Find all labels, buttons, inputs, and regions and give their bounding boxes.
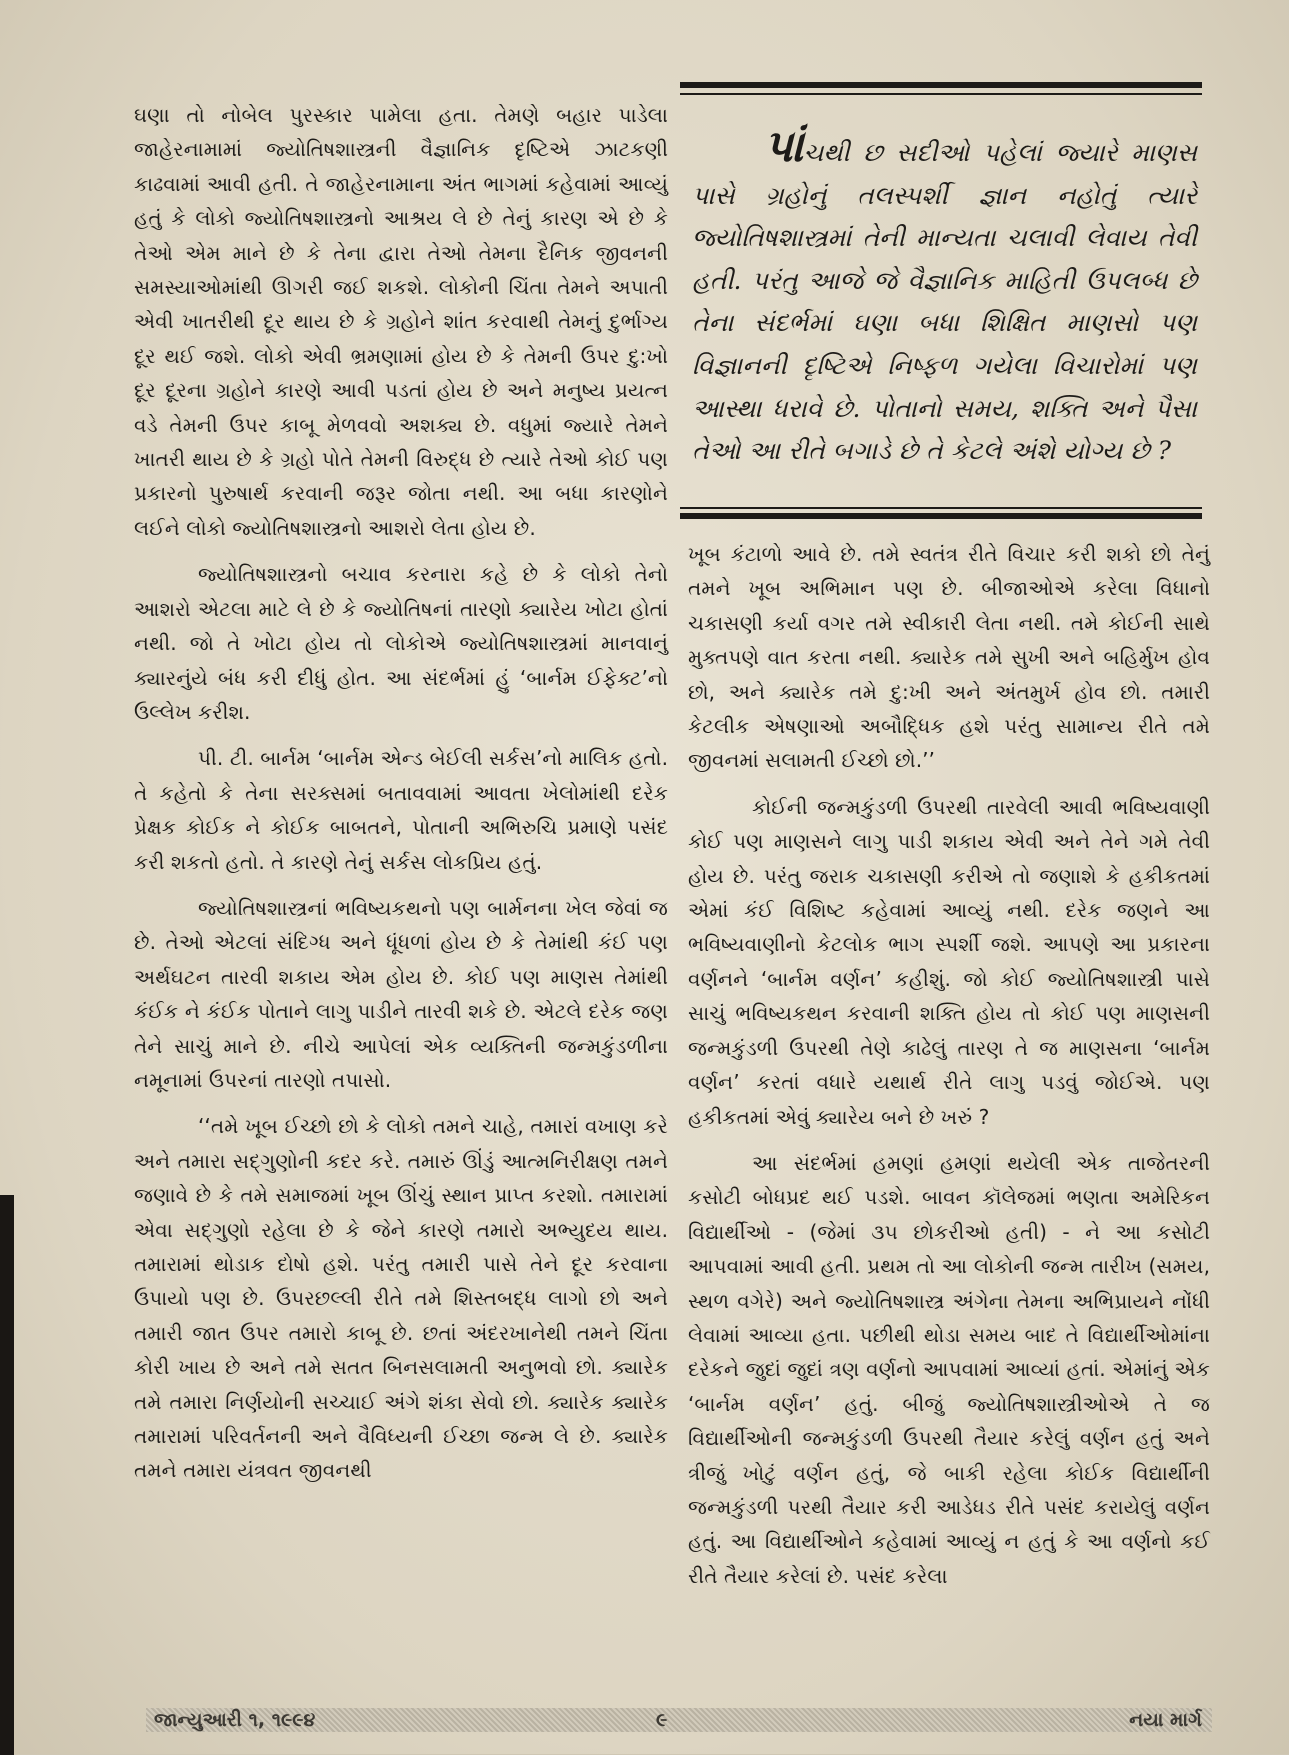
pull-quote-initial: પાં bbox=[764, 121, 804, 172]
top-rule-thin bbox=[680, 93, 1202, 95]
left-column bbox=[134, 98, 668, 1488]
bottom-rule-thin bbox=[680, 507, 1202, 509]
paragraph: જ્યોતિષશાસ્ત્રનો બચાવ કરનારા કહે છે કે લોકો તેનો આશરો એટલા માટે લે છે કે જ્યોતિષનાં તારણો ક્યારેય ખોટા હોતાં નથી. જો તે ખોટા હોય તો લોકોએ જ્યોતિષશાસ્ત્રમાં માનવાનું ક્યારનુંયે બંધ કરી દીધું હોત. આ સંદર્ભમાં હું ‘બાર્નમ ઈફેક્ટ’નો ઉલ્લેખ કરીશ. bbox=[134, 562, 668, 724]
paragraph: પી. ટી. બાર્નમ ‘બાર્નમ એન્ડ બેઈલી સર્કસ’નો માલિક હતો. તે કહેતો કે તેના સરક્સમાં બતાવવામાં આવતા ખેલોમાંથી દરેક પ્રેક્ષક કોઈક ને કોઈક બાબતને, પોતાની અભિરુચિ પ્રમાણે પસંદ કરી શકતો હતો. તે કારણે તેનું સર્કસ લોકપ્રિય હતું. bbox=[134, 746, 668, 874]
paragraph: જ્યોતિષશાસ્ત્રનાં ભવિષ્યકથનો પણ બાર્મનના ખેલ જેવાં જ છે. તેઓ એટલાં સંદિગ્ધ અને ધૂંધળાં હોય છે કે તેમાંથી કંઈ પણ અર્થઘટન તારવી શકાય એમ હોય છે. કોઈ પણ માણસ તેમાંથી કંઈક ને કંઈક પોતાને લાગુ પાડીને તારવી શકે છે. એટલે દરેક જણ તેને સાચું માને છે. નીચે આપેલાં એક વ્યક્તિની જન્મકુંડળીના નમૂનામાં ઉપરનાં તારણો તપાસો. bbox=[134, 895, 668, 1092]
page-footer bbox=[146, 1708, 1212, 1732]
magazine-name: નયા માર્ગ bbox=[1129, 1709, 1202, 1731]
top-rule-thick bbox=[680, 82, 1202, 88]
right-column bbox=[688, 537, 1210, 1593]
quote-paragraph: ‘‘તમે ખૂબ ઈચ્છો છો કે લોકો તમને ચાહે, તમારાં વખાણ કરે અને તમારા સદ્ગુણોની કદર કરે. તમારું ઊંડું આત્મનિરીક્ષણ તમને જણાવે છે કે તમે સમાજમાં ખૂબ ઊંચું સ્થાન પ્રાપ્ત કરશો. તમારામાં એવા સદ્ગુણો રહેલા છે કે જેને કારણે તમારો અભ્યુદય થાય. તમારામાં થોડાક દોષો હશે. પરંતુ તમારી પાસે તેને દૂર કરવાના ઉપાયો પણ છે. ઉપરછલ્લી રીતે તમે શિસ્તબદ્ધ લાગો છો અને તમારી જાત ઉપર તમારો કાબૂ છે. છતાં અંદરખાનેથી તમને ચિંતા કોરી ખાય છે અને તમે સતત બિનસલામતી અનુભવો છો. ક્યારેક તમે તમારા નિર્ણયોની સચ્ચાઈ અંગે શંકા સેવો છો. ક્યારેક ક્યારેક તમારામાં પરિવર્તનની અને વૈવિધ્યની ઈચ્છા જન્મ લે છે. ક્યારેક તમને તમારા યંત્રવત જીવનથી bbox=[134, 1114, 668, 1483]
pull-quote-lead bbox=[692, 121, 804, 172]
bottom-rule-thick bbox=[680, 513, 1202, 519]
page-number: ૯ bbox=[656, 1709, 668, 1731]
issue-date: જાન્યુઆરી ૧, ૧૯૯૪ bbox=[154, 1709, 316, 1731]
pull-quote bbox=[692, 121, 1197, 473]
paragraph: કોઈની જન્મકુંડળી ઉપરથી તારવેલી આવી ભવિષ્યવાણી કોઈ પણ માણસને લાગુ પાડી શકાય એવી અને તેને ગમે તેવી હોય છે. પરંતુ જરાક ચકાસણી કરીએ તો જણાશે કે હકીકતમાં એમાં કંઈ વિશિષ્ટ કહેવામાં આવ્યું નથી. દરેક જણને આ ભવિષ્યવાણીનો કેટલોક ભાગ સ્પર્શી જશે. આપણે આ પ્રકારના વર્ણનને ‘બાર્નમ વર્ણન’ કહીશું. જો કોઈ જ્યોતિષશાસ્ત્રી પાસે સાચું ભવિષ્યકથન કરવાની શક્તિ હોય તો કોઈ પણ માણસની જન્મકુંડળી ઉપરથી તેણે કાઢેલું તારણ તે જ માણસના ‘બાર્નમ વર્ણન’ કરતાં વધારે યથાર્થ રીતે લાગુ પડવું જોઈએ. પણ હકીકતમાં એવું ક્યારેય બને છે ખરું ? bbox=[688, 794, 1210, 1129]
pull-quote-text: ચથી છ સદીઓ પહેલાં જ્યારે માણસ પાસે ગ્રહોનું તલસ્પર્શી જ્ઞાન નહોતું ત્યારે જ્યોતિષશાસ્ત્રમાં તેની માન્યતા ચલાવી લેવાય તેવી હતી. પરંતુ આજે જે વૈજ્ઞાનિક માહિતી ઉપલબ્ધ છે તેના સંદર્ભમાં ઘણા બધા શિક્ષિત માણસો પણ વિજ્ઞાનની દૃષ્ટિએ નિષ્ફળ ગયેલા વિચારોમાં પણ આસ્થા ધરાવે છે. પોતાનો સમય, શક્તિ અને પૈસા તેઓ આ રીતે બગાડે છે તે કેટલે અંશે યોગ્ય છે ? bbox=[692, 138, 1197, 466]
quote-paragraph: ખૂબ કંટાળો આવે છે. તમે સ્વતંત્ર રીતે વિચાર કરી શકો છો તેનું તમને ખૂબ અભિમાન પણ છે. બીજાઓએ કરેલા વિધાનો ચકાસણી કર્યા વગર તમે સ્વીકારી લેતા નથી. તમે કોઈની સાથે મુક્તપણે વાત કરતા નથી. ક્યારેક તમે સુખી અને બહિર્મુખ હોવ છો, અને ક્યારેક તમે દુ:ખી અને અંતમુર્ખ હોવ છો. તમારી કેટલીક એષણાઓ અબૌદ્ધિક હશે પરંતુ સામાન્ય રીતે તમે જીવનમાં સલામતી ઈચ્છો છો.’’ bbox=[688, 542, 1210, 773]
pull-quote-box bbox=[680, 82, 1202, 522]
scan-edge-shadow bbox=[0, 1195, 14, 1755]
paragraph: આ સંદર્ભમાં હમણાં હમણાં થયેલી એક તાજેતરની કસોટી બોધપ્રદ થઈ પડશે. બાવન કૉલેજમાં ભણતા અમેરિકન વિદ્યાર્થીઓ - (જેમાં ૩૫ છોકરીઓ હતી) - ને આ કસોટી આપવામાં આવી હતી. પ્રથમ તો આ લોકોની જન્મ તારીખ (સમય, સ્થળ વગેરે) અને જ્યોતિષશાસ્ત્ર અંગેના તેમના અભિપ્રાયને નોંધી લેવામાં આવ્યા હતા. પછીથી થોડા સમય બાદ તે વિદ્યાર્થીઓમાંના દરેકને જુદાં જુદાં ત્રણ વર્ણનો આપવામાં આવ્યાં હતાં. એમાંનું એક ‘બાર્નમ વર્ણન’ હતું. બીજું જ્યોતિષશાસ્ત્રીઓએ તે જ વિદ્યાર્થીઓની જન્મકુંડળી ઉપરથી તૈયાર કરેલું વર્ણન હતું અને ત્રીજું ખોટું વર્ણન હતું, જે બાકી રહેલા કોઈક વિદ્યાર્થીની જન્મકુંડળી પરથી તૈયાર કરી આડેધડ રીતે પસંદ કરાયેલું વર્ણન હતું. આ વિદ્યાર્થીઓને કહેવામાં આવ્યું ન હતું કે આ વર્ણનો કઈ રીતે તૈયાર કરેલાં છે. પસંદ કરેલા bbox=[688, 1150, 1210, 1588]
paragraph: ઘણા તો નોબેલ પુરસ્કાર પામેલા હતા. તેમણે બહાર પાડેલા જાહેરનામામાં જ્યોતિષશાસ્ત્રની વૈજ્ઞાનિક દૃષ્ટિએ ઝાટકણી કાઢવામાં આવી હતી. તે જાહેરનામાના અંત ભાગમાં કહેવામાં આવ્યું હતું કે લોકો જ્યોતિષશાસ્ત્રનો આશ્રય લે છે તેનું કારણ એ છે કે તેઓ એમ માને છે કે તેના દ્વારા તેઓ તેમના દૈનિક જીવનની સમસ્યાઓમાંથી ઊગરી જઈ શકશે. લોકોની ચિંતા તેમને અપાતી એવી ખાતરીથી દૂર થાય છે કે ગ્રહોને શાંત કરવાથી તેમનું દુર્ભાગ્ય દૂર થઈ જશે. લોકો એવી ભ્રમણામાં હોય છે કે તેમની ઉપર દુ:ખો દૂર દૂરના ગ્રહોને કારણે આવી પડતાં હોય છે અને મનુષ્ય પ્રયત્ન વડે તેમની ઉપર કાબૂ મેળવવો અશક્ય છે. વધુમાં જ્યારે તેમને ખાતરી થાય છે કે ગ્રહો પોતે તેમની વિરુદ્ધ છે ત્યારે તેઓ કોઈ પણ પ્રકારનો પુરુષાર્થ કરવાની જરૂર જોતા નથી. આ બધા કારણોને લઈને લોકો જ્યોતિષશાસ્ત્રનો આશરો લેતા હોય છે. bbox=[134, 103, 668, 540]
